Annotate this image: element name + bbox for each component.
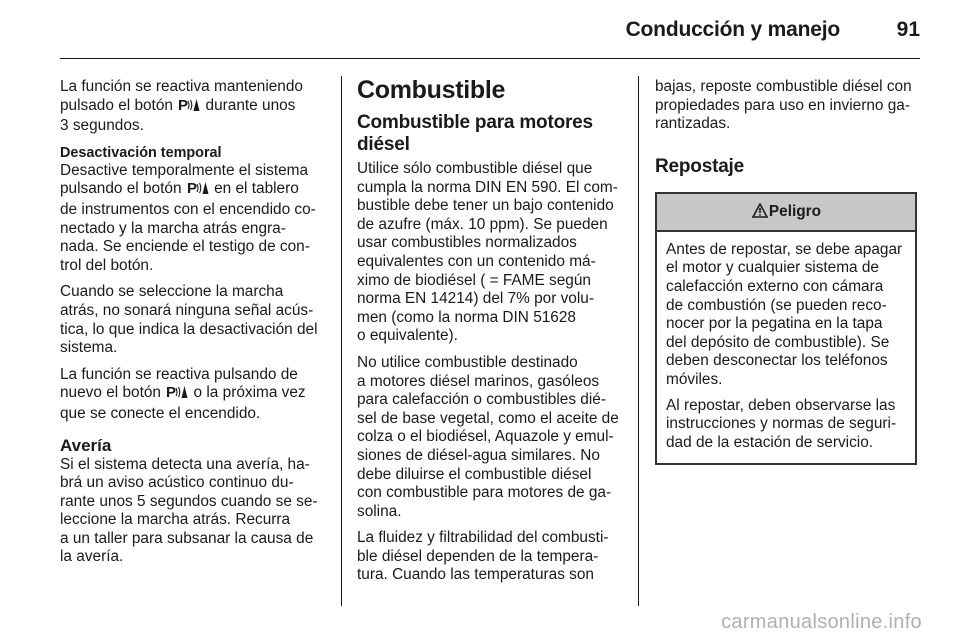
parking-sensor-icon [166, 384, 188, 405]
paragraph-diesel-norm: Utilice sólo combustible diésel que cumpla la norma DIN EN 590. El com- bustible debe tener un bajo contenido de azufre (máx. 10 ppm). Se pueden usar combustibles normalizados equivalentes con un contenido má- ximo de biodiésel ( = FAME según norma EN 14214) del 7% por volu- men (como la norma DIN 51628 o equivalente). [357, 160, 618, 345]
svg-text:P: P [166, 384, 177, 400]
column-divider-2 [638, 76, 639, 606]
parking-sensor-icon [187, 180, 209, 201]
column-middle [357, 76, 622, 593]
page-header [0, 0, 960, 62]
warning-paragraph-1: Antes de repostar, se debe apagar el motor y cualquier sistema de calefacción externo con cámara de combustión (se pueden reco- nocer por la pegatina en la tapa del depósito de combustible). Se deben desconectar los teléfonos móviles. [666, 240, 903, 388]
svg-text:P: P [178, 96, 189, 112]
heading-diesel-fuel: Combustible para motores diésel [357, 112, 593, 155]
page-number: 91 [896, 18, 920, 41]
paragraph-diesel-prohibited: No utilice combustible destinado a motores diésel marinos, gasóleos para calefacción o combustibles dié- sel de base vegetal, como el aceite de colza o el biodiésel, Aquazole y emul- siones de diésel-agua similares. No debe diluirse el combustible diésel con combustible para motores de ga- solina. [357, 353, 619, 520]
heading-temporary-deactivation: Desactivación temporal [60, 144, 222, 161]
warning-paragraph-2: Al repostar, deben observarse las instrucciones y normas de seguri- dad de la estación de servicio. [666, 396, 897, 451]
svg-text:P: P [186, 180, 197, 196]
warning-header [657, 194, 915, 232]
paragraph-reactivation: La función se reactiva manteniendo pulsado el botón P durante unos 3 segundos. [60, 78, 303, 135]
paragraph-temporary-deactivation: Desactive temporalmente el sistema pulsando el botón P en el tablero de instrumentos con el encendido co- nectado y la marcha atrás engra- nada. Se enciende el testigo de con- trol del botón. [60, 161, 316, 274]
heading-fuel: Combustible [357, 76, 506, 104]
paragraph-diesel-fluidity: La fluidez y filtrabilidad del combusti- ble diésel dependen de la tempera- tura. Cuando las temperaturas son [357, 529, 609, 584]
page-title: Conducción y manejo [625, 18, 840, 41]
warning-title: Peligro [768, 202, 822, 220]
column-left [60, 78, 325, 575]
watermark: carmanualsonline.info [721, 611, 922, 633]
column-right [655, 78, 921, 465]
heading-fault: Avería [60, 435, 112, 455]
header-divider [60, 58, 920, 59]
paragraph-winter-diesel: bajas, reposte combustible diésel con propiedades para uso en invierno ga- rantizadas. [655, 78, 912, 133]
column-divider-1 [341, 76, 342, 606]
warning-body [657, 232, 915, 464]
danger-warning-box [655, 192, 917, 466]
paragraph-reverse-gear: Cuando se seleccione la marcha atrás, no sonará ninguna señal acús- tica, lo que indica la desactivación del sistema. [60, 283, 318, 357]
paragraph-fault: Si el sistema detecta una avería, ha- brá un aviso acústico continuo du- rante unos 5 segundos cuando se se- leccione la marcha atrás. Recurra a un taller para subsanar la causa de la avería. [60, 455, 318, 566]
heading-refuelling: Repostaje [655, 155, 745, 177]
warning-triangle-icon [752, 196, 768, 232]
parking-sensor-icon [178, 97, 200, 118]
paragraph-reactivate-again: La función se reactiva pulsando de nuevo el botón P o la próxima vez que se conecte el encendido. [60, 365, 306, 422]
